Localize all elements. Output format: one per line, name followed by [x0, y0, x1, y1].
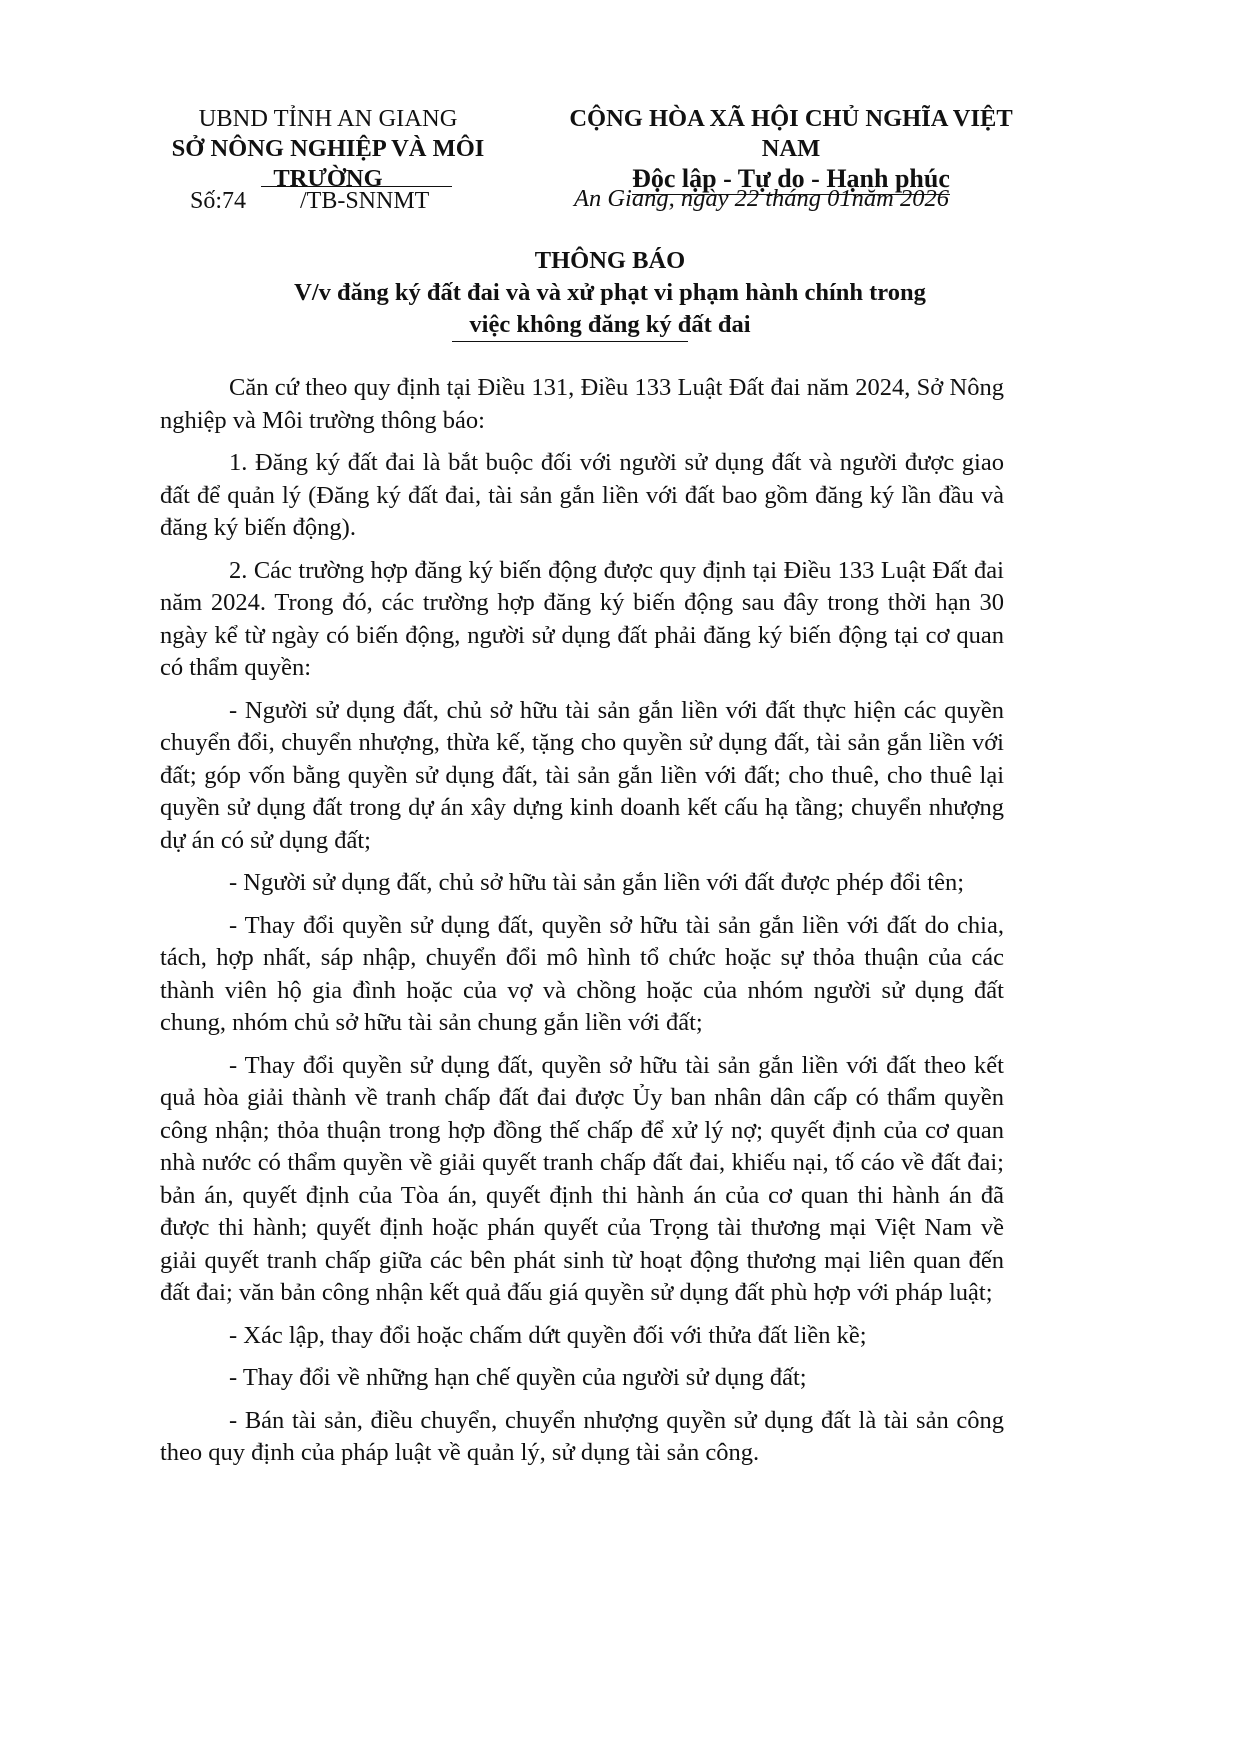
department-name: SỞ NÔNG NGHIỆP VÀ MÔI TRƯỜNG — [171, 135, 485, 192]
bullet-division-merger: - Thay đổi quyền sử dụng đất, quyền sở hữu tài sản gắn liền với đất do chia, tách, hợp nhất, sáp nhập, chuyển đổi mô hình tổ chức hoặc sự thỏa thuận của các thành viên hộ gia đình hoặc của vợ và chồng hoặc của nhóm người sử dụng đất chung, nhóm chủ sở hữu tài sản chung gắn liền với đất; — [160, 911, 1004, 1036]
title-divider-line — [452, 341, 688, 342]
national-motto: Độc lập - Tự do - Hạnh phúc — [632, 164, 950, 193]
document-subject-line-1: V/v đăng ký đất đai và và xử phạt vi phạm hành chính trong — [294, 279, 926, 306]
paragraph-item-1: 1. Đăng ký đất đai là bắt buộc đối với người sử dụng đất và người được giao đất để quản lý (Đăng ký đất đai, tài sản gắn liền với đất bao gồm đăng ký lần đầu và đăng ký biến động). — [160, 449, 1004, 541]
paragraph-item-2: 2. Các trường hợp đăng ký biến động được quy định tại Điều 133 Luật Đất đai năm 2024. Trong đó, các trường hợp đăng ký biến động sau đây trong thời hạn 30 ngày kể từ ngày có biến động, người sử dụng đất phải đăng ký biến động tại cơ quan có thẩm quyền: — [160, 556, 1004, 681]
document-title: THÔNG BÁO — [534, 247, 686, 274]
document-body — [160, 372, 1004, 1480]
paragraph-preamble: Căn cứ theo quy định tại Điều 131, Điều 133 Luật Đất đai năm 2024, Sở Nông nghiệp và Môi trường thông báo: — [160, 374, 1004, 434]
bullet-adjacent-parcel: - Xác lập, thay đổi hoặc chấm dứt quyền đối với thửa đất liền kề; — [229, 1321, 867, 1349]
bullet-dispute-resolution: - Thay đổi quyền sử dụng đất, quyền sở hữu tài sản gắn liền với đất theo kết quả hòa giải thành về tranh chấp đất đai được Ủy ban nhân dân cấp có thẩm quyền công nhận; thỏa thuận trong hợp đồng thế chấp để xử lý nợ; quyết định của cơ quan nhà nước có thẩm quyền về giải quyết tranh chấp đất đai, khiếu nại, tố cáo về đất đai; bản án, quyết định của Tòa án, quyết định thi hành án của cơ quan thi hành án đã được thi hành; quyết định hoặc phán quyết của Trọng tài thương mại Việt Nam về giải quyết tranh chấp giữa các bên phát sinh từ hoạt động thương mại liên quan đến đất đai; văn bản công nhận kết quả đấu giá quyền sử dụng đất phù hợp với pháp luật; — [160, 1051, 1004, 1306]
document-date: An Giang, ngày 22 tháng 01năm 2026 — [574, 185, 949, 212]
national-motto-header — [556, 104, 1026, 195]
bullet-rename: - Người sử dụng đất, chủ sở hữu tài sản gắn liền với đất được phép đổi tên; — [229, 869, 965, 896]
document-number-label: Số:74 — [190, 188, 247, 214]
bullet-restrictions: - Thay đổi về những hạn chế quyền của người sử dụng đất; — [229, 1364, 807, 1391]
province-committee-name: UBND TỈNH AN GIANG — [198, 105, 458, 132]
issuing-agency-header — [118, 104, 538, 194]
document-title-block — [170, 245, 1050, 341]
document-number-suffix: /TB-SNNMT — [300, 188, 430, 214]
bullet-transfer-rights: - Người sử dụng đất, chủ sở hữu tài sản gắn liền với đất thực hiện các quyền chuyển đổi, chuyển nhượng, thừa kế, tặng cho quyền sử dụng đất, tài sản gắn liền với đất; góp vốn bằng quyền sử dụng đất, tài sản gắn liền với đất; cho thuê, cho thuê lại quyền sử dụng đất trong dự án xây dựng kinh doanh kết cấu hạ tầng; chuyển nhượng dự án có sử dụng đất; — [160, 696, 1004, 854]
document-number — [190, 186, 429, 216]
country-name: CỘNG HÒA XÃ HỘI CHỦ NGHĨA VIỆT NAM — [569, 105, 1013, 162]
document-subject-line-2: việc không đăng ký đất đai — [469, 311, 751, 338]
bullet-public-assets: - Bán tài sản, điều chuyển, chuyển nhượng quyền sử dụng đất là tài sản công theo quy định của pháp luật về quản lý, sử dụng tài sản công. — [160, 1406, 1004, 1466]
